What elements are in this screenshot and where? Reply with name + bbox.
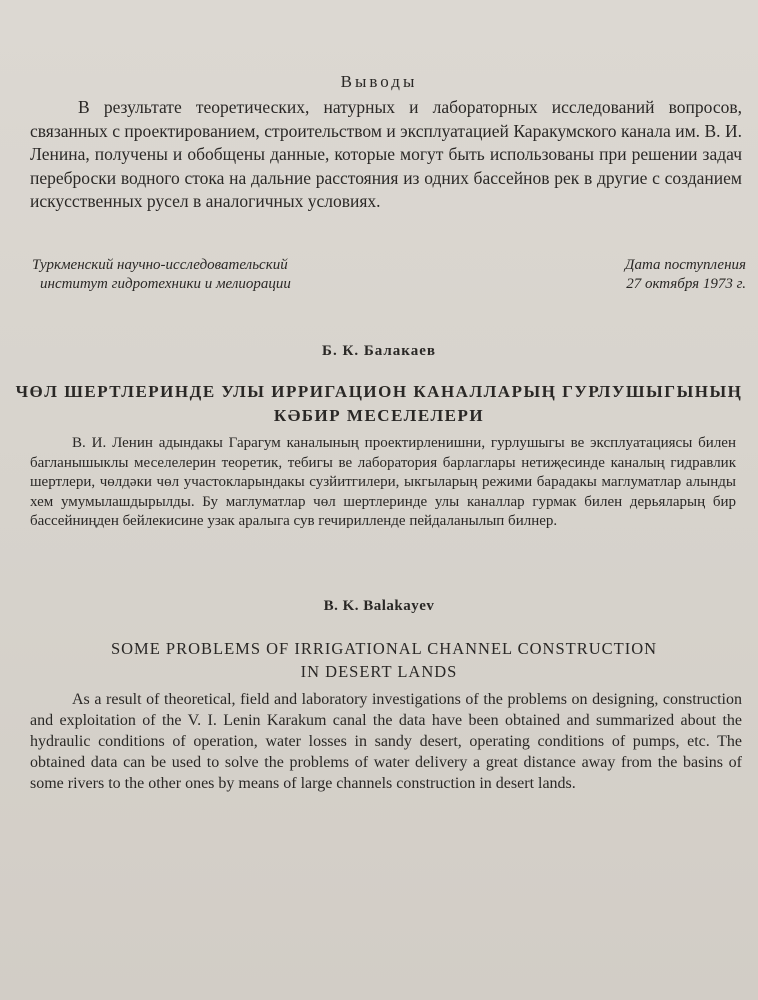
affiliation-line-2: институт гидротехники и мелиорации: [40, 276, 291, 292]
received-date: 27 октября 1973 г.: [626, 276, 746, 292]
turkmen-title-line-1: ЧӨЛ ШЕРТЛЕРИНДЕ УЛЫ ИРРИГАЦИОН КАНАЛЛАРЫҢ ГУРЛУШЫГЫНЫҢ: [15, 382, 743, 401]
conclusions-heading: Выводы: [340, 72, 418, 91]
english-author: B. K. Balakayev: [323, 598, 435, 614]
received-date-block: [625, 256, 746, 294]
turkmen-title: [0, 380, 758, 428]
affiliation: [32, 256, 291, 294]
english-abstract: [30, 689, 742, 794]
turkmen-abstract-paragraph: В. И. Ленин адындакы Гарагум каналының проектирленишни, гурлушыгы ве эксплуатациясы билен багланышыклы меселелерин теоретик, тебигы ве лаборатория барлаглары нетиҗесинде каналың гидравлик шертлери, чөлдәки чөл участокларындакы сузйитгилери, ыкгыларың режими барадакы маглуматлар алынды хем умумылашдырылды. Бу маглуматлар чөл шертлеринде улы каналлар гурмак билен дерьяларың бир бассейниңден бейлекисине узак аралыга сув гечирилленде пейдаланылып билнер.: [30, 435, 736, 529]
conclusions-body: [30, 96, 742, 214]
turkmen-title-line-2: КӘБИР МЕСЕЛЕЛЕРИ: [273, 406, 485, 425]
english-title-line-2: IN DESERT LANDS: [300, 662, 458, 681]
received-label: Дата поступления: [624, 257, 746, 273]
turkmen-abstract: [30, 434, 736, 532]
conclusions-paragraph: В результате теоретических, натурных и лабораторных исследований вопросов, связанных с проектированием, строительством и эксплуатацией Каракумского канала им. В. И. Ленина, получены и обобщены данные, которые могут быть использованы при решении задач переброски водного стока на дальние расстояния из одних бассейнов рек в другие с созданием искусственных русел в аналогичных условиях.: [30, 97, 742, 211]
affiliation-line-1: Туркменский научно-исследовательский: [32, 257, 288, 273]
turkmen-author: Б. К. Балакаев: [322, 343, 436, 359]
english-title-line-1: SOME PROBLEMS OF IRRIGATIONAL CHANNEL CONSTRUCTION: [110, 639, 658, 658]
english-title: [0, 637, 758, 683]
english-abstract-paragraph: As a result of theoretical, field and laboratory investigations of the problems on designing, construction and exploitation of the V. I. Lenin Karakum canal the data have been obtained and summarized about the hydraulic conditions of operation, water losses in sandy desert, operating conditions of pumps, etc. The obtained data can be used to solve the problems of water delivery a great distance away from the basins of some rivers to the other ones by means of large channels construction in desert lands.: [30, 691, 742, 792]
